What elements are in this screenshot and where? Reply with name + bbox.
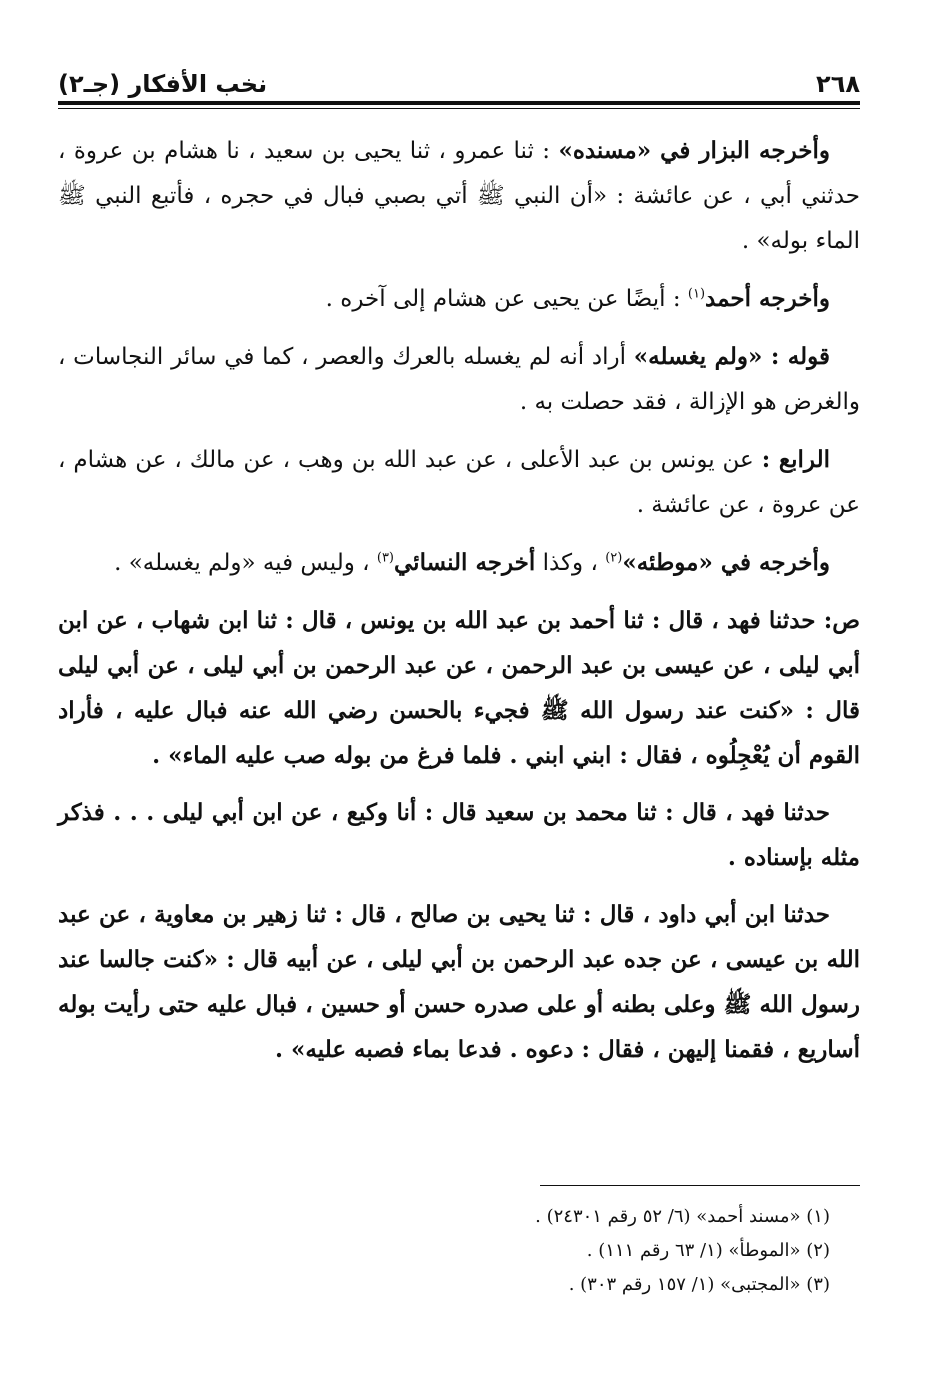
paragraph-text: : ثنا عمرو ، ثنا يحيى بن سعيد ، نا هشام بن عروة ، حدثني أبي ، عن عائشة : «أن النبي ﷺ أتي بصبي فبال في حجره ، فأتبع النبي ﷺ الماء بوله» .	[58, 138, 860, 254]
running-title: نخب الأفكار (جـ٢)	[58, 70, 268, 98]
footnote-marker[interactable]: (١)	[687, 286, 706, 302]
paragraph-second-chain: حدثنا فهد ، قال : ثنا محمد بن سعيد قال : أنا وكيع ، عن ابن أبي ليلى . . . فذكر مثله بإسناده .	[58, 799, 860, 871]
footnote-marker[interactable]: (٣)	[376, 550, 394, 566]
footnote-3: (٣) «المجتبى» (١/ ١٥٧ رقم ٣٠٣) .	[568, 1274, 830, 1295]
footnotes	[58, 1200, 860, 1302]
paragraph-hadith-text: ص: حدثنا فهد ، قال : ثنا أحمد بن عبد الله بن يونس ، قال : ثنا ابن شهاب ، عن ابن أبي ليلى ، عن عيسى بن عبد الرحمن ، عن عبد الرحمن بن أبي ليلى ، عن أبي ليلى قال : «كنت عند رسول الله ﷺ فجيء بالحسن رضي الله عنه فبال عليه ، فأراد القوم أن يُعْجِلُوه ، فقال : ابني ابني . فلما فرغ من بوله صب عليه الماء» .	[58, 607, 860, 769]
page-header	[58, 58, 860, 98]
footnote-separator	[540, 1185, 860, 1186]
paragraph-fourth-chain	[58, 437, 860, 528]
paragraph-lead: قوله : «ولم يغسله»	[633, 343, 830, 370]
paragraph-muwatta	[58, 540, 860, 586]
paragraph-lead: وأخرجه أحمد	[705, 285, 830, 312]
header-rule-thick	[58, 101, 860, 105]
paragraph-lead: وأخرجه في «موطئه»	[622, 549, 830, 576]
paragraph-text: ، وكذا	[535, 550, 606, 576]
paragraph-bazzar	[58, 128, 860, 264]
paragraph-third-chain: حدثنا ابن أبي داود ، قال : ثنا يحيى بن صالح ، قال : ثنا زهير بن معاوية ، عن عبد الله بن عيسى ، عن جده عبد الرحمن بن أبي ليلى ، عن أبيه قال : «كنت جالسا عند رسول الله ﷺ وعلى بطنه أو على صدره حسن أو حسين ، فبال عليه حتى رأيت بوله أساريع ، فقمنا إليهن ، فقال : دعوه . فدعا بماء فصبه عليه» .	[58, 901, 860, 1063]
paragraph-text: : أيضًا عن يحيى عن هشام إلى آخره .	[325, 286, 688, 312]
paragraph-lead-secondary: أخرجه النسائي	[394, 549, 536, 576]
footnote-1: (١) «مسند أحمد» (٦/ ٥٢ رقم ٢٤٣٠١) .	[535, 1206, 830, 1227]
page-number: ٢٦٨	[816, 70, 860, 98]
footnote-marker[interactable]: (٢)	[605, 550, 623, 566]
footnote-2: (٢) «الموطأ» (١/ ٦٣ رقم ١١١) .	[586, 1240, 830, 1261]
paragraph-text: ، وليس فيه «ولم يغسله» .	[114, 550, 377, 576]
paragraph-commentary	[58, 334, 860, 425]
paragraph-text: أراد أنه لم يغسله بالعرك والعصر ، كما في سائر النجاسات ، والغرض هو الإزالة ، فقد حصلت به .	[58, 344, 860, 415]
paragraph-text: عن يونس بن عبد الأعلى ، عن عبد الله بن وهب ، عن مالك ، عن هشام ، عن عروة ، عن عائشة .	[58, 447, 860, 518]
paragraph-lead: وأخرجه البزار في «مسنده»	[558, 137, 830, 164]
page-body	[58, 128, 860, 1084]
paragraph-lead: الرابع :	[761, 446, 830, 473]
header-rule-thin	[58, 108, 860, 109]
paragraph-ahmad	[58, 276, 860, 322]
